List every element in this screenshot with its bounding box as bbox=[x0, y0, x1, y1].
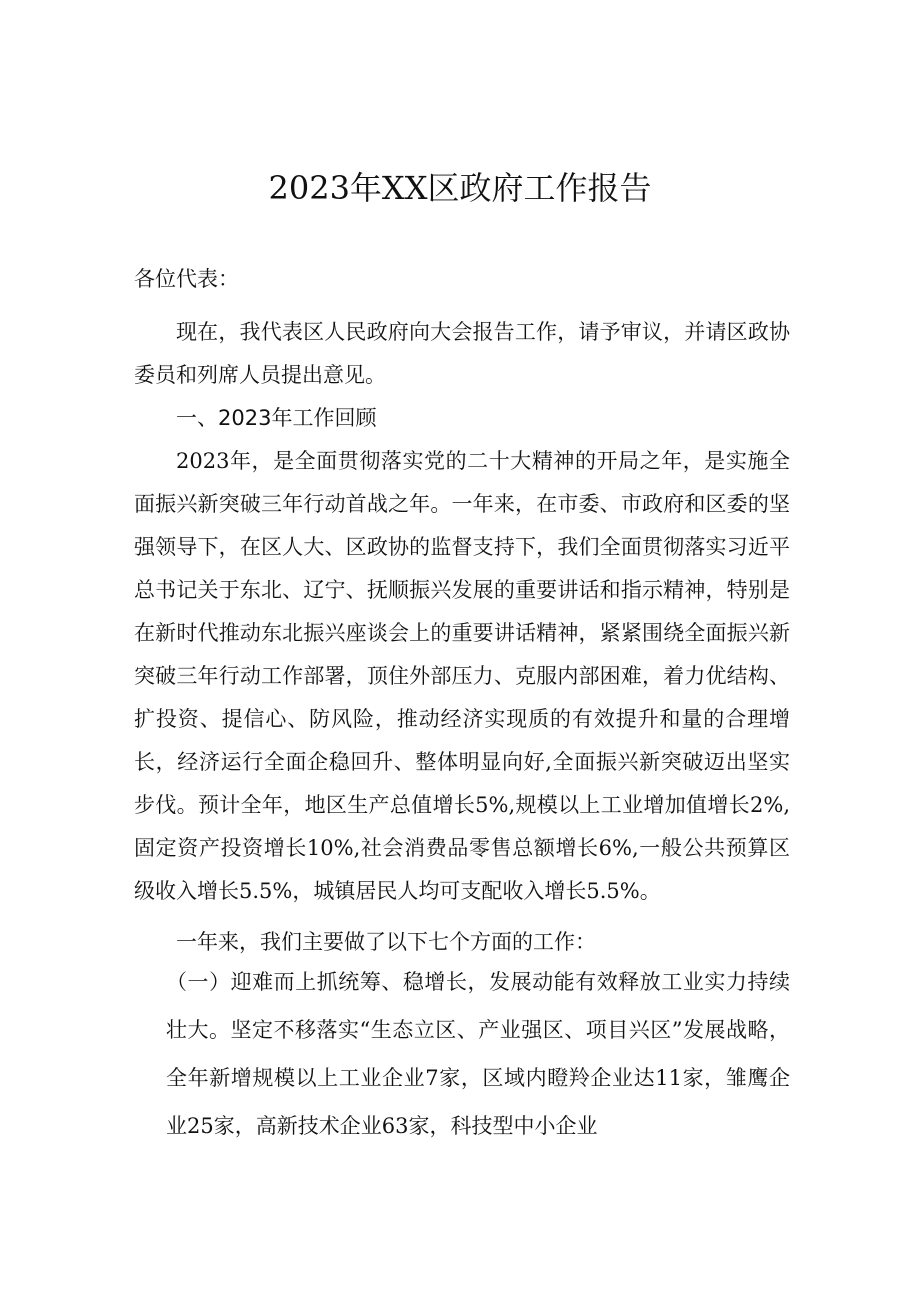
review-paragraph: 2023年，是全面贯彻落实党的二十大精神的开局之年，是实施全面振兴新突破三年行动首战之年。一年来，在市委、市政府和区委的坚强领导下，在区人大、区政协的监督支持下，我们全面贯彻落实习近平总书记关于东北、辽宁、抚顺振兴发展的重要讲话和指示精神，特别是在新时代推动东北振兴座谈会上的重要讲话精神，紧紧围绕全面振兴新突破三年行动工作部署，顶住外部压力、克服内部困难，着力优结构、扩投资、提信心、防风险，推动经济实现质的有效提升和量的合理增长，经济运行全面企稳回升、整体明显向好,全面振兴新突破迈出坚实步伐。预计全年，地区生产总值增长5%,规模以上工业增加值增长2%,固定资产投资增长10%,社会消费品零售总额增长6%,一般公共预算区级收入增长5.5%，城镇居民人均可支配收入增长5.5%。 bbox=[134, 449, 790, 903]
document-body bbox=[134, 258, 790, 964]
work-intro-paragraph: 一年来，我们主要做了以下七个方面的工作： bbox=[176, 930, 596, 954]
item-one-paragraph: （一）迎难而上抓统筹、稳增长，发展动能有效释放工业实力持续壮大。坚定不移落实“生态立区、产业强区、项目兴区”发展战略，全年新增规模以上工业企业7家，区域内瞪羚企业达11家，雏鹰企业25家，高新技术企业63家，科技型中小企业 bbox=[166, 970, 790, 1138]
document-title: 2023年XX区政府工作报告 bbox=[268, 169, 652, 207]
section-heading: 一、2023年工作回顾 bbox=[176, 406, 377, 430]
intro-paragraph: 现在，我代表区人民政府向大会报告工作，请予审议，并请区政协委员和列席人员提出意见。 bbox=[134, 320, 790, 387]
salutation: 各位代表： bbox=[134, 267, 239, 291]
